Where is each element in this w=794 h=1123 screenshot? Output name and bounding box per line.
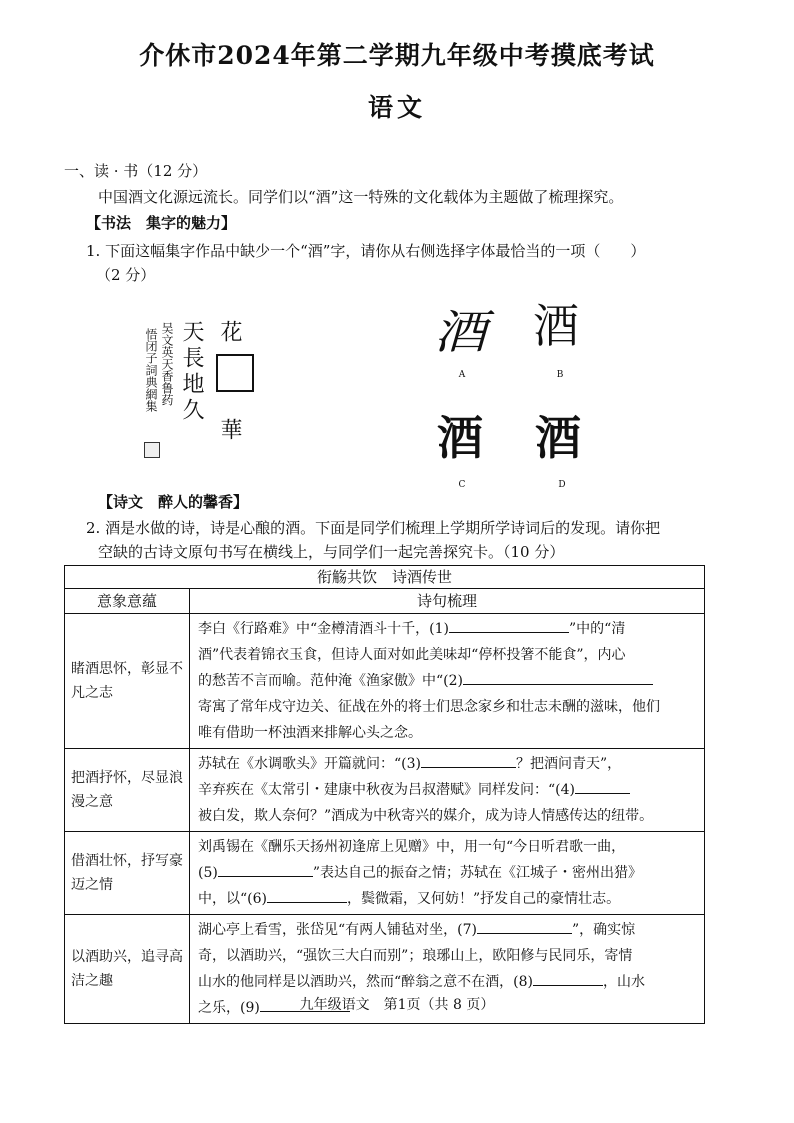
line-text: ”中的“清 (569, 621, 626, 637)
content-line (198, 917, 696, 943)
option-b-glyph[interactable]: 酒 (533, 299, 579, 353)
line-text: 被白发，欺人奈何？”酒成为中秋寄兴的媒介，成为诗人情感传达的纽带。 (198, 808, 654, 824)
line-text: ，鬓微霜，又何妨！”抒发自己的豪情壮志。 (347, 891, 621, 907)
row-content (190, 614, 705, 749)
answer-blank[interactable] (533, 969, 603, 986)
line-text: 刘禹锡在《酬乐天扬州初逢席上见赠》中，用一句“今日听君歌一曲， (198, 839, 626, 855)
row-content (190, 749, 705, 832)
answer-blank[interactable] (218, 860, 313, 877)
answer-blank[interactable] (449, 616, 569, 633)
answer-blank[interactable] (463, 668, 653, 685)
missing-character-box (216, 354, 254, 392)
callig-col-1b: 華 (217, 418, 242, 444)
answer-blank[interactable] (267, 886, 347, 903)
question-1 (86, 240, 645, 262)
table-row (65, 749, 705, 832)
line-text: 中，以“(6) (198, 891, 267, 907)
content-line (198, 694, 696, 720)
row-category: 以酒助兴，追寻高洁之趣 (65, 915, 190, 1024)
content-line (198, 668, 696, 694)
content-line (198, 860, 696, 886)
line-text: ”，确实惊 (572, 922, 636, 938)
line-text: 唯有借助一杯浊酒来排解心头之念。 (198, 725, 422, 741)
option-a-label: A (458, 370, 466, 380)
option-c-label: C (458, 480, 466, 490)
part2-heading: 【诗文 醉人的馨香】 (98, 493, 249, 511)
content-line (198, 616, 696, 642)
answer-blank[interactable] (477, 917, 572, 934)
page-title: 介休市2024年第二学期九年级中考摸底考试 (139, 41, 655, 70)
callig-col-3: 吴文英天香鲁药 (160, 322, 174, 406)
question-1-close: ） (630, 242, 646, 260)
exploration-card-table (64, 565, 705, 1024)
table-title: 衔觞共饮 诗酒传世 (65, 566, 705, 589)
row-category: 借酒壮怀，抒写豪迈之情 (65, 832, 190, 915)
content-line (198, 777, 696, 803)
content-line (198, 803, 696, 829)
line-text: 苏轼在《水调歌头》开篇就问：“(3) (198, 756, 421, 772)
page-footer: 九年级语文 第1页（共 8 页） (299, 997, 495, 1013)
answer-blank[interactable] (575, 777, 630, 794)
section-heading: 一、读 · 书（12 分） (64, 162, 208, 180)
question-2-line-1: 2. 酒是水做的诗，诗是心酿的酒。下面是同学们梳理上学期所学诗词后的发现。请你把 (86, 519, 661, 537)
part1-heading: 【书法 集字的魅力】 (86, 214, 237, 232)
content-line (198, 834, 696, 860)
option-d-glyph[interactable]: 酒 (535, 411, 581, 465)
content-line (198, 642, 696, 668)
line-text: ”表达自己的振奋之情；苏轼在《江城子・密州出猎》 (312, 865, 642, 881)
question-2-line-2: 空缺的古诗文原句书写在横线上，与同学们一起完善探究卡。（10 分） (98, 543, 565, 561)
question-1-text: 1. 下面这幅集字作品中缺少一个“酒”字，请你从右侧选择字体最恰当的一项（ (86, 242, 601, 260)
option-c-glyph[interactable]: 酒 (437, 411, 483, 465)
callig-col-4: 悟闭子詞典網集 (144, 328, 158, 412)
line-text: 湖心亭上看雪，张岱见“有两人铺毡对坐，(7) (198, 922, 477, 938)
seal-stamp (144, 442, 160, 458)
page-subtitle: 语文 (367, 93, 426, 122)
row-content (190, 832, 705, 915)
table-row (65, 614, 705, 749)
row-category: 睹酒思怀，彰显不凡之志 (65, 614, 190, 749)
option-a-glyph[interactable]: 酒 (433, 305, 487, 359)
content-line (198, 969, 696, 995)
callig-col-2: 天長地久 (179, 320, 204, 424)
question-1-score: （2 分） (96, 266, 156, 284)
line-text: 的愁苦不言而喻。范仲淹《渔家傲》中“(2) (198, 673, 463, 689)
option-b-label: B (556, 370, 564, 380)
content-line (198, 943, 696, 969)
callig-col-1: 花 (217, 320, 242, 346)
line-text: ，山水 (603, 974, 645, 990)
column-header: 诗句梳理 (190, 589, 705, 614)
line-text: ？把酒问青天”， (516, 756, 622, 772)
line-text: (5) (198, 865, 218, 881)
line-text: 酒”代表着锦衣玉食，但诗人面对如此美味却“停杯投箸不能食”，内心 (198, 647, 626, 663)
line-text: 寄寓了常年戍守边关、征战在外的将士们思念家乡和壮志未酬的滋味，他们 (198, 699, 660, 715)
content-line (198, 751, 696, 777)
option-d-label: D (558, 480, 566, 490)
column-header: 意象意蕴 (65, 589, 190, 614)
line-text: 山水的他同样是以酒助兴，然而“醉翁之意不在酒，(8) (198, 974, 533, 990)
line-text: 之乐，(9) (198, 1000, 260, 1016)
answer-blank[interactable] (421, 751, 516, 768)
line-text: 李白《行路难》中“金樽清酒斗十千，(1) (198, 621, 449, 637)
line-text: 奇，以酒助兴，“强饮三大白而别”；琅琊山上，欧阳修与民同乐，寄情 (198, 948, 633, 964)
calligraphy-work (140, 318, 270, 468)
row-category: 把酒抒怀，尽显浪漫之意 (65, 749, 190, 832)
section-intro: 中国酒文化源远流长。同学们以“酒”这一特殊的文化载体为主题做了梳理探究。 (98, 188, 624, 206)
table-row (65, 832, 705, 915)
content-line (198, 886, 696, 912)
line-text: 辛弃疾在《太常引・建康中秋夜为吕叔潜赋》同样发问：“(4) (198, 782, 575, 798)
content-line (198, 720, 696, 746)
